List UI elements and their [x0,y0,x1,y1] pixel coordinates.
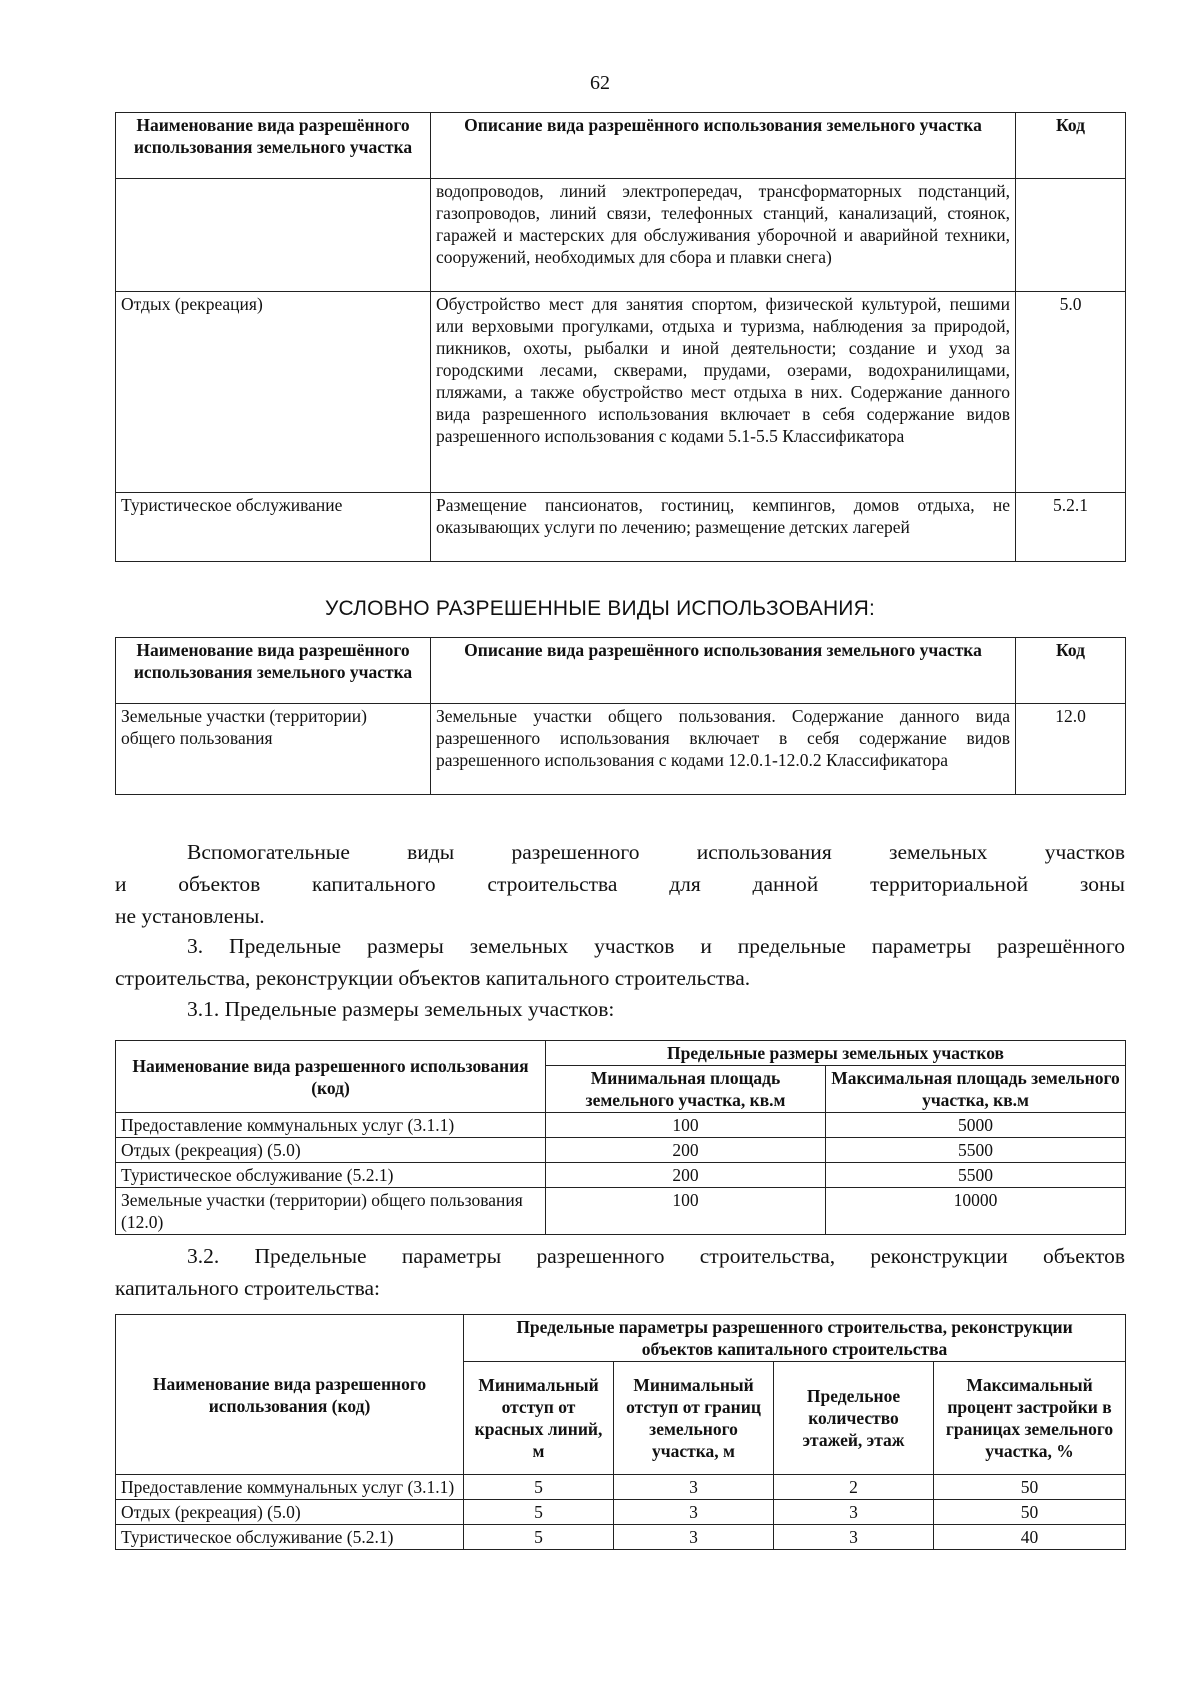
row-min: 200 [546,1138,826,1163]
row-val: 2 [774,1475,934,1500]
section-heading: УСЛОВНО РАЗРЕШЕННЫЕ ВИДЫ ИСПОЛЬЗОВАНИЯ: [324,597,876,620]
row-name: Земельные участки (территории) общего пользования [116,704,431,795]
paragraph-line: капитального строительства: [115,1276,380,1300]
row-val: 5 [464,1525,614,1550]
header-description: Описание вида разрешённого использования земельного участка [431,113,1016,179]
row-name: Туристическое обслуживание (5.2.1) [116,1163,546,1188]
paragraph-line: и объектов капитального строительства для данной территориальной зоны [115,872,1125,896]
row-val: 5 [464,1500,614,1525]
table-header-row [116,1041,1126,1066]
row-code [1016,179,1126,292]
row-val: 5 [464,1475,614,1500]
row-max: 5500 [826,1163,1126,1188]
row-val: 50 [934,1475,1126,1500]
row-val: 3 [614,1500,774,1525]
header-boundary-setback: Минимальный отступ от границ земельного участка, м [614,1362,774,1475]
row-name: Туристическое обслуживание [116,493,431,562]
row-name: Предоставление коммунальных услуг (3.1.1) [116,1113,546,1138]
row-val: 50 [934,1500,1126,1525]
conditional-uses-table [115,637,1126,795]
header-code: Код [1016,638,1126,704]
header-name: Наименование вида разрешенного использования (код) [116,1041,546,1113]
paragraph-line: Вспомогательные виды разрешенного использования земельных участков [187,840,1125,864]
row-name: Предоставление коммунальных услуг (3.1.1) [116,1475,464,1500]
header-group: Предельные параметры разрешенного строительства, реконструкции объектов капитального строительства [464,1315,1126,1362]
table-row [116,704,1126,795]
header-group: Предельные размеры земельных участков [546,1041,1126,1066]
row-description: водопроводов, линий электропередач, трансформаторных подстанций, газопроводов, линий связи, телефонных станций, канализаций, стоянок, гаражей и мастерских для обслуживания уборочной и аварийной техники, сооружений, необходимых для сбора и плавки снега) [431,179,1016,292]
row-val: 3 [774,1525,934,1550]
auxiliary-uses-paragraph [115,836,1125,932]
paragraph-line: строительства, реконструкции объектов капитального строительства. [115,966,751,990]
paragraph-line: 3. Предельные размеры земельных участков и предельные параметры разрешённого [187,934,1125,958]
table-row [116,1138,1126,1163]
table-row [116,493,1126,562]
header-max-coverage: Максимальный процент застройки в границах земельного участка, % [934,1362,1126,1475]
paragraph-line: 3.2. Предельные параметры разрешенного строительства, реконструкции объектов [187,1244,1125,1268]
table-row [116,179,1126,292]
row-name: Отдых (рекреация) [116,292,431,493]
section-3-paragraph [115,930,1125,994]
row-description: Размещение пансионатов, гостиниц, кемпингов, домов отдыха, не оказывающих услуги по лечению; размещение детских лагерей [431,493,1016,562]
header-red-line-setback: Минимальный отступ от красных линий, м [464,1362,614,1475]
row-val: 3 [774,1500,934,1525]
table-row [116,1113,1126,1138]
permitted-uses-table [115,112,1126,562]
row-description: Земельные участки общего пользования. Содержание данного вида разрешенного использования включает в себя содержание видов разрешенного использования с кодами 12.0.1-12.0.2 Классификатора [431,704,1016,795]
row-max: 10000 [826,1188,1126,1235]
header-max-area: Максимальная площадь земельного участка, кв.м [826,1066,1126,1113]
row-val: 3 [614,1475,774,1500]
header-name: Наименование вида разрешённого использования земельного участка [116,113,431,179]
header-description: Описание вида разрешённого использования земельного участка [431,638,1016,704]
row-description: Обустройство мест для занятия спортом, физической культурой, пешими или верховыми прогулками, отдыха и туризма, наблюдения за природой, пикников, охоты, рыбалки и иной деятельности; создание и уход за городскими лесами, скверами, прудами, озерами, водохранилищами, пляжами, а также обустройство мест отдыха в них. Содержание данного вида разрешенного использования включает в себя содержание видов разрешенного использования с кодами 5.1-5.5 Классификатора [431,292,1016,493]
row-max: 5500 [826,1138,1126,1163]
row-code: 5.2.1 [1016,493,1126,562]
table-row [116,1500,1126,1525]
table-row [116,1163,1126,1188]
table-row [116,1188,1126,1235]
row-code: 12.0 [1016,704,1126,795]
paragraph-line: не установлены. [115,904,265,928]
table-header-row [116,638,1126,704]
row-name: Отдых (рекреация) (5.0) [116,1138,546,1163]
header-name: Наименование вида разрешенного использования (код) [116,1315,464,1475]
row-min: 100 [546,1188,826,1235]
plot-sizes-table [115,1040,1126,1235]
row-name [116,179,431,292]
row-min: 200 [546,1163,826,1188]
table-row [116,1475,1126,1500]
table-header-row [116,1315,1126,1362]
header-min-area: Минимальная площадь земельного участка, кв.м [546,1066,826,1113]
row-name: Земельные участки (территории) общего пользования (12.0) [116,1188,546,1235]
section-3-2-paragraph [115,1240,1125,1304]
row-val: 40 [934,1525,1126,1550]
table-row [116,1525,1126,1550]
row-min: 100 [546,1113,826,1138]
row-max: 5000 [826,1113,1126,1138]
header-name: Наименование вида разрешённого использования земельного участка [116,638,431,704]
row-val: 3 [614,1525,774,1550]
construction-parameters-table [115,1314,1126,1550]
header-code: Код [1016,113,1126,179]
row-name: Отдых (рекреация) (5.0) [116,1500,464,1525]
row-name: Туристическое обслуживание (5.2.1) [116,1525,464,1550]
section-3-1-heading [115,993,1125,1025]
paragraph-line: 3.1. Предельные размеры земельных участков: [187,997,615,1021]
row-code: 5.0 [1016,292,1126,493]
table-header-row [116,113,1126,179]
table-row [116,292,1126,493]
page-number: 62 [590,72,610,94]
header-max-floors: Предельное количество этажей, этаж [774,1362,934,1475]
